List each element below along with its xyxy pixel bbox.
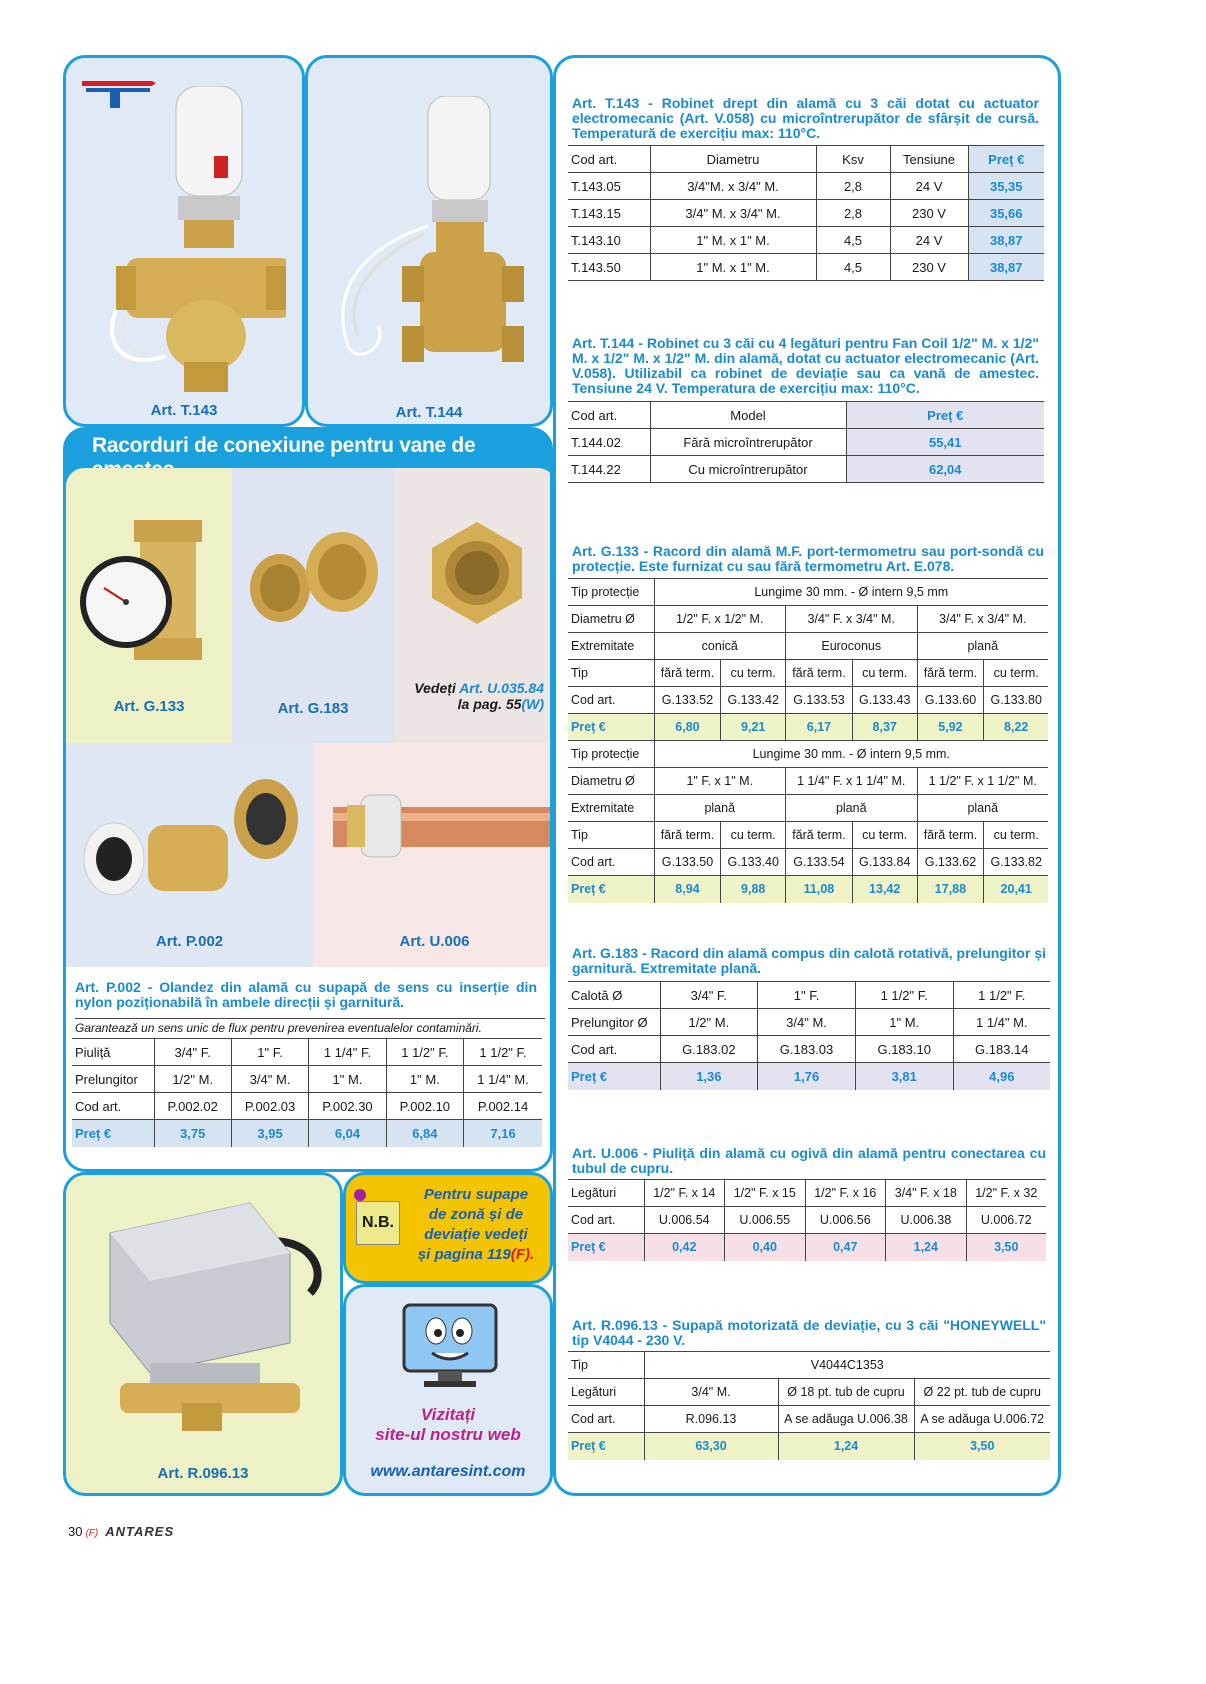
table-row: T.144.02 Fără microîntrerupător 55,41	[568, 429, 1044, 456]
product-panel-t143	[63, 55, 305, 427]
page-number: 30	[68, 1524, 83, 1539]
product-panel-g183	[232, 468, 394, 743]
product-panel-r096	[63, 1172, 343, 1496]
p002-title: Art. P.002 - Olandez din alamă cu supapă de sens cu inserție din nylon poziționabilă în ambele direcții și garnitură.	[75, 979, 537, 1010]
caption-t143: Art. T.143	[150, 402, 218, 419]
t143-table	[568, 145, 1044, 281]
table-row: T.144.22 Cu microîntrerupător 62,04	[568, 456, 1044, 483]
web-visit-text: Vizitați site-ul nostru web	[375, 1405, 521, 1444]
u006-title: Art. U.006 - Piuliță din alamă cu ogivă din alamă pentru conectarea cu tubul de cupru.	[572, 1145, 1046, 1176]
see-also-u035: Vedeți Art. U.035.84 la pag. 55(W)	[414, 680, 544, 712]
g183-table	[568, 981, 1050, 1090]
price-row: Preț € 63,30 1,24 3,50	[568, 1433, 1050, 1460]
price-row: Preț € 8,94 9,88 11,08 13,42 17,88 20,41	[568, 876, 1048, 903]
caption-p002: Art. P.002	[155, 933, 224, 950]
table-row: Piuliță 3/4" F. 1" F. 1 1/4" F. 1 1/2" F. 1 1/2" F.	[72, 1039, 542, 1066]
caption-t144: Art. T.144	[395, 404, 463, 421]
table-row: T.143.05 3/4"M. x 3/4" M. 2,8 24 V 35,35	[568, 173, 1044, 200]
t144-title: Art. T.144 - Robinet cu 3 căi cu 4 legături pentru Fan Coil 1/2" M. x 1/2" M. x 1/2" M. x 1/2" M. din alamă, dotat cu actuator electromecanic (Art. V.058). Utilizabil ca robinet de deviație sau ca vană de amestec. Tensiune 24 V. Temperatura de exercițiu max: 110°C.	[572, 335, 1039, 396]
table-row: Cod art. U.006.54 U.006.55 U.006.56 U.006.38 U.006.72	[568, 1207, 1046, 1234]
table-row: T.143.10 1" M. x 1" M. 4,5 24 V 38,87	[568, 227, 1044, 254]
table-row: Cod art. G.133.50 G.133.40 G.133.54 G.133.84 G.133.62 G.133.82	[568, 849, 1048, 876]
caption-u006: Art. U.006	[399, 933, 470, 950]
table-row: Diametru Ø 1/2" F. x 1/2" M. 3/4" F. x 3/4" M. 3/4" F. x 3/4" M.	[568, 606, 1048, 633]
valve-t143-image	[96, 86, 286, 398]
r096-table	[568, 1351, 1050, 1460]
computer-mascot-icon	[398, 1301, 502, 1391]
valve-t144-image	[328, 96, 528, 406]
g133-title: Art. G.133 - Racord din alamă M.F. port-termometru sau port-sondă cu protecție. Este furnizat cu sau fără termometru Art. E.078.	[572, 543, 1044, 574]
table-row: Tip fără term. cu term. fără term. cu term. fără term. cu term.	[568, 660, 1048, 687]
t144-table	[568, 401, 1044, 483]
table-row: Tip V4044C1353	[568, 1352, 1050, 1379]
price-row: Preț € 3,75 3,95 6,04 6,84 7,16	[72, 1120, 542, 1147]
g133-table	[568, 578, 1048, 903]
copper-pipe-image	[333, 791, 553, 861]
caption-g133: Art. G.133	[113, 698, 185, 715]
p002-table	[72, 1038, 542, 1147]
table-row: Legături 1/2" F. x 14 1/2" F. x 15 1/2" F. x 16 3/4" F. x 18 1/2" F. x 32	[568, 1180, 1046, 1207]
rotating-cap-image	[242, 528, 382, 628]
table-row: Cod art. R.096.13 A se adăuga U.006.38 A se adăuga U.006.72	[568, 1406, 1050, 1433]
table-row: Cod art. G.183.02 G.183.03 G.183.10 G.183.14	[568, 1036, 1050, 1063]
table-row: Extremitate plană plană plană	[568, 795, 1048, 822]
footer-brand: ANTARES	[105, 1524, 175, 1539]
table-row: Legături 3/4" M. Ø 18 pt. tub de cupru Ø 22 pt. tub de cupru	[568, 1379, 1050, 1406]
table-row: Extremitate conică Euroconus plană	[568, 633, 1048, 660]
page-footer	[68, 1524, 174, 1539]
nb-badge: N.B.	[356, 1201, 400, 1245]
link-u035-84[interactable]: Art. U.035.84	[459, 680, 544, 696]
t143-title: Art. T.143 - Robinet drept din alamă cu 3 căi dotat cu actuator electromecanic (Art. V.058) cu microîntrerupător de sfârșit de cursă. Temperatură de exercițiu max: 110°C.	[572, 95, 1039, 141]
table-row: Prelungitor Ø 1/2" M. 3/4" M. 1" M. 1 1/4" M.	[568, 1009, 1050, 1036]
product-panel-u006	[313, 743, 553, 967]
port-thermometer-image	[78, 520, 218, 670]
product-panel-g133	[66, 468, 232, 743]
table-row: Tip fără term. cu term. fără term. cu term. fără term. cu term.	[568, 822, 1048, 849]
section-banner: Racorduri de conexiune pentru vane de	[92, 434, 476, 457]
product-panel-u035	[394, 468, 553, 743]
nb-text: Pentru supape de zonă și de deviație vedeți și pagina 119(F).	[417, 1186, 535, 1263]
table-row: Prelungitor 1/2" M. 3/4" M. 1" M. 1" M. 1 1/4" M.	[72, 1066, 542, 1093]
table-row: T.143.50 1" M. x 1" M. 4,5 230 V 38,87	[568, 254, 1044, 281]
r096-title: Art. R.096.13 - Supapă motorizată de deviație, cu 3 căi "HONEYWELL" tip V4044 - 230 V.	[572, 1317, 1046, 1348]
table-row: Calotă Ø 3/4" F. 1" F. 1 1/2" F. 1 1/2" F.	[568, 982, 1050, 1009]
price-row: Preț € 1,36 1,76 3,81 4,96	[568, 1063, 1050, 1090]
table-row: Tip protecție Lungime 30 mm. - Ø intern 9,5 mm	[568, 579, 1048, 606]
hex-nut-image	[422, 518, 532, 628]
product-panel-p002	[66, 743, 313, 967]
table-row: T.143.15 3/4" M. x 3/4" M. 2,8 230 V 35,66	[568, 200, 1044, 227]
table-header-row: Cod art. Model Preț €	[568, 402, 1044, 429]
caption-g183: Art. G.183	[277, 700, 349, 717]
price-row: Preț € 0,42 0,40 0,47 1,24 3,50	[568, 1234, 1046, 1261]
table-row: Tip protecție Lungime 30 mm. - Ø intern 9,5 mm.	[568, 741, 1048, 768]
g183-title: Art. G.183 - Racord din alamă compus din calotă rotativă, prelungitor și garnitură. Extremitate plană.	[572, 945, 1046, 976]
table-row: Diametru Ø 1" F. x 1" M. 1 1/4" F. x 1 1/4" M. 1 1/2" F. x 1 1/2" M.	[568, 768, 1048, 795]
motorized-valve-image	[90, 1193, 334, 1433]
price-row: Preț € 6,80 9,21 6,17 8,37 5,92 8,22	[568, 714, 1048, 741]
table-row: Cod art. G.133.52 G.133.42 G.133.53 G.133.43 G.133.60 G.133.80	[568, 687, 1048, 714]
table-row: Cod art. P.002.02 P.002.03 P.002.30 P.002.10 P.002.14	[72, 1093, 542, 1120]
section-letter: (F)	[85, 1528, 99, 1539]
website-box	[343, 1284, 553, 1496]
product-panel-t144	[305, 55, 553, 427]
table-header-row: Cod art. Diametru Ksv Tensiune Preț €	[568, 146, 1044, 173]
p002-note: Garantează un sens unic de flux pentru prevenirea eventualelor contaminări.	[75, 1018, 545, 1035]
u006-table	[568, 1179, 1046, 1261]
union-valve-image	[78, 773, 308, 903]
nb-box	[343, 1172, 553, 1284]
website-link[interactable]: www.antaresint.com	[370, 1463, 526, 1480]
nb-pin-icon	[354, 1189, 366, 1201]
caption-r096: Art. R.096.13	[157, 1465, 249, 1482]
